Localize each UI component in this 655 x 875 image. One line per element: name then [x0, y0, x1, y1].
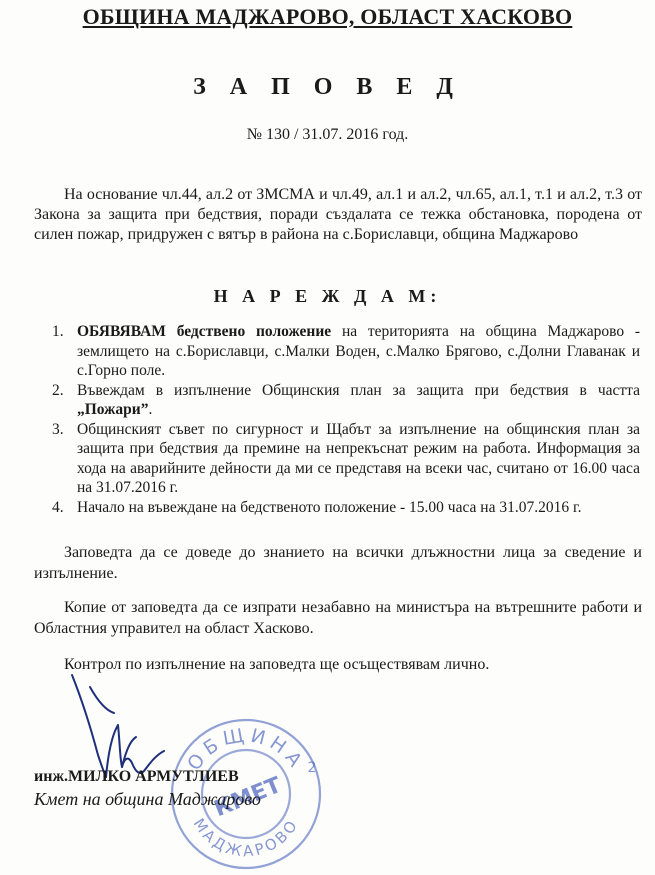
item-text: на територията на община Маджарово - землището на с.Бориславци, с.Малки Воден, с.Малко Брягово, с.Долни Главанак и с.Горно поле. — [77, 323, 641, 379]
item-bold-text: ОБЯВЯВАМ бедствено положение — [77, 323, 332, 340]
paragraph-copy: Копие от заповедта да се изпрати незабавно на министъра на вътрешните работи и Областния управител на област Хасково. — [34, 599, 642, 637]
signer-title: Кмет на община Маджарово — [34, 789, 261, 809]
item-tail: . — [148, 401, 153, 418]
document-title: З А П О В Е Д — [193, 74, 462, 100]
item-text: Общинският съвет по сигурност и Щабът за изпълнение на общинския план за защита при бедствия да премине на непрекъснат режим на работа. Информация за хода на аварийните дейности да ми се представя на всеки час, считано от 16.00 часа на 31.07.2016 г. — [77, 420, 640, 496]
item-number: 1. — [52, 323, 64, 340]
order-item-3 — [26, 420, 640, 498]
stamp-center-text: КМЕТ — [210, 772, 285, 823]
item-number: 3. — [52, 420, 64, 438]
order-item-1 — [26, 322, 640, 381]
stamp-number: 2 — [307, 760, 317, 776]
stamp-bottom-text: МАДЖАРОВО — [189, 815, 303, 861]
order-number: № 130 / 31.07. 2016 год. — [246, 126, 409, 143]
item-text: Начало на въвеждане на бедственото положение - 15.00 часа на 31.07.2016 г. — [77, 498, 582, 516]
signer-name: инж.МИЛКО АРМУТЛИЕВ — [34, 768, 239, 785]
signature-stroke — [72, 675, 106, 777]
intro-paragraph: На основание чл.44, ал.2 от ЗМСМА и чл.49, ал.1 и ал.2, чл.65, ал.1, т.1 и ал.2, т.3 от Закона за защита при бедствия, поради създалата се тежка обстановка, породена от силен пожар, придружен с вятър в района на с.Бориславци, община Маджарово — [34, 186, 642, 243]
signature-stroke — [90, 687, 114, 713]
order-item-2 — [26, 381, 640, 420]
paragraph-notify: Заповедта да се доведе до знанието на всички длъжностни лица за сведение и изпълнение. — [34, 544, 642, 582]
item-bold-text: „Пожари” — [77, 401, 149, 418]
item-number: 2. — [52, 381, 64, 399]
item-number: 4. — [52, 498, 64, 516]
order-items-list — [26, 322, 640, 517]
paragraph-control: Контрол по изпълнение на заповедта ще осъществявам лично. — [64, 656, 490, 673]
stamp-top-text: ОБЩИНА — [183, 723, 309, 775]
order-item-4 — [26, 498, 640, 518]
item-text: Въвеждам в изпълнение Общинския план за защита при бедствия в частта — [77, 381, 640, 399]
order-heading: Н А Р Е Ж Д А М: — [213, 286, 442, 306]
municipality-header: ОБЩИНА МАДЖАРОВО, ОБЛАСТ ХАСКОВО — [82, 4, 573, 29]
